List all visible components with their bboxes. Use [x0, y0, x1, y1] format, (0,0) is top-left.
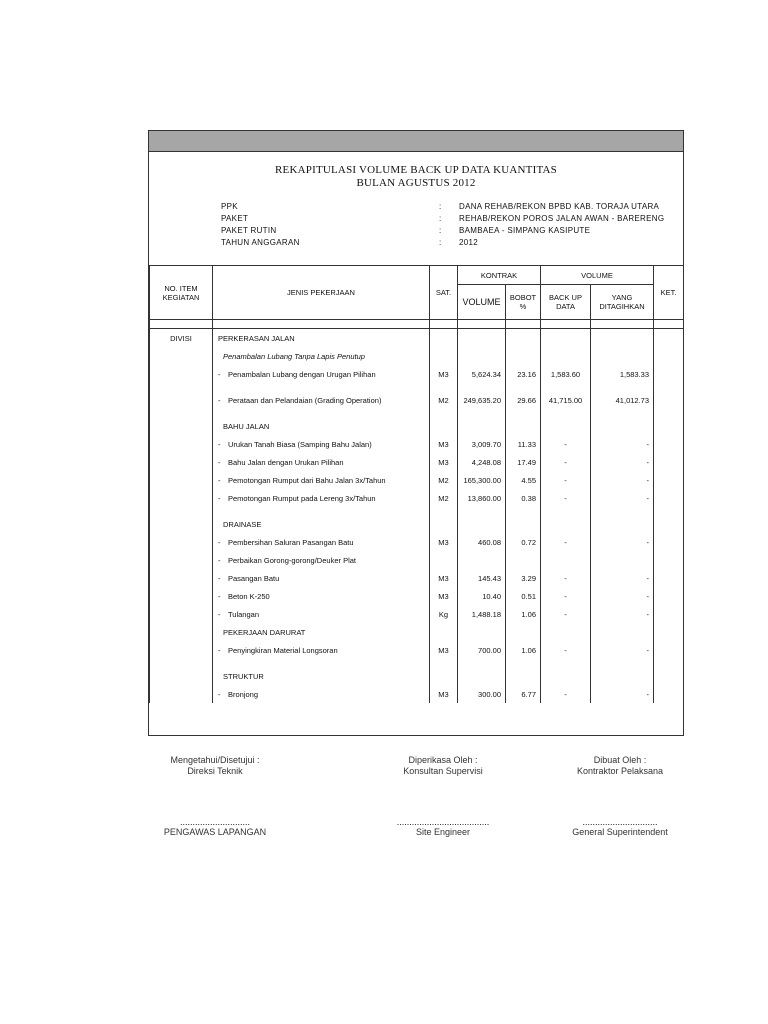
row-empty-cell [150, 365, 213, 383]
row-jenis-label: Perataan dan Pelandaian (Grading Operation) [228, 395, 382, 405]
row-empty-cell [150, 435, 213, 453]
row-empty-cell [506, 623, 541, 641]
row-empty-cell [541, 659, 591, 667]
row-jenis [213, 551, 430, 569]
row-ket [654, 453, 684, 471]
row-empty-cell [654, 623, 684, 641]
row-empty-cell [150, 417, 213, 435]
row-empty-cell [458, 659, 506, 667]
table-row [150, 489, 684, 507]
row-bullet: - [218, 537, 221, 547]
col-header-bobot-line1: BOBOT [509, 293, 537, 302]
table-body [150, 329, 684, 704]
row-empty-cell [506, 667, 541, 685]
row-empty-cell [541, 515, 591, 533]
row-backup-data: - [541, 587, 591, 605]
table-row [150, 471, 684, 489]
row-empty-cell [150, 515, 213, 533]
row-jenis-label: Penambalan Lubang dengan Urugan Pilihan [228, 369, 376, 379]
row-jenis [213, 435, 430, 453]
row-empty-cell [458, 409, 506, 417]
row-empty-cell [458, 417, 506, 435]
table-row [150, 623, 684, 641]
row-empty-cell [591, 383, 654, 391]
info-value: DANA REHAB/REKON BPBD KAB. TORAJA UTARA [459, 202, 660, 211]
row-ditagihkan [591, 551, 654, 569]
row-sat: M3 [430, 435, 458, 453]
row-jenis [213, 641, 430, 659]
row-sat: M3 [430, 587, 458, 605]
row-ditagihkan: - [591, 533, 654, 551]
row-empty-cell [150, 623, 213, 641]
row-ditagihkan: - [591, 471, 654, 489]
row-empty-cell [150, 685, 213, 703]
col-header-kontrak: KONTRAK [458, 266, 541, 285]
row-empty-cell [150, 569, 213, 587]
row-volume-kontrak: 13,860.00 [458, 489, 506, 507]
row-ditagihkan: - [591, 435, 654, 453]
row-volume-kontrak: 10.40 [458, 587, 506, 605]
row-bobot: 0.38 [506, 489, 541, 507]
row-empty-cell [506, 409, 541, 417]
info-colon: : [439, 238, 442, 247]
row-volume-kontrak: 460.08 [458, 533, 506, 551]
row-empty-cell [213, 507, 430, 515]
row-subheading: BAHU JALAN [213, 417, 430, 435]
signature-role-1: Mengetahui/Disetujui : [170, 755, 260, 765]
row-subheading: STRUKTUR [213, 667, 430, 685]
row-ket [654, 551, 684, 569]
row-empty-cell [591, 659, 654, 667]
row-volume-kontrak: 1,488.18 [458, 605, 506, 623]
row-sat: M3 [430, 533, 458, 551]
row-backup-data: - [541, 453, 591, 471]
row-jenis-label: Tulangan [228, 609, 259, 619]
row-empty-cell [430, 623, 458, 641]
table-spacer [150, 320, 684, 329]
row-empty-cell [506, 347, 541, 365]
row-ket [654, 365, 684, 383]
col-header-bobot-line2: % [519, 302, 527, 311]
row-ditagihkan: - [591, 641, 654, 659]
row-empty-cell [150, 409, 213, 417]
row-empty-cell [541, 623, 591, 641]
row-sat: M2 [430, 489, 458, 507]
row-ditagihkan: - [591, 685, 654, 703]
row-jenis-label: Pembersihan Saluran Pasangan Batu [228, 537, 354, 547]
row-volume-kontrak: 249,635.20 [458, 391, 506, 409]
row-bullet: - [218, 439, 221, 449]
row-empty-cell [591, 409, 654, 417]
row-empty-cell [591, 417, 654, 435]
row-empty-cell [430, 515, 458, 533]
col-header-backup-line2: DATA [556, 302, 575, 311]
row-jenis [213, 471, 430, 489]
row-empty-cell [430, 347, 458, 365]
row-sat: M3 [430, 641, 458, 659]
signature-org-2: Konsultan Supervisi [403, 766, 483, 776]
row-sat: M3 [430, 685, 458, 703]
row-jenis-label: Bahu Jalan dengan Urukan Pilihan [228, 457, 344, 467]
row-empty-cell [458, 347, 506, 365]
row-bobot: 0.72 [506, 533, 541, 551]
table-row [150, 569, 684, 587]
row-jenis-label: Perbaikan Gorong-gorong/Deuker Plat [228, 555, 356, 565]
row-empty-cell [506, 659, 541, 667]
row-empty-cell [591, 623, 654, 641]
row-bullet: - [218, 645, 221, 655]
row-empty-cell [430, 329, 458, 348]
row-backup-data: - [541, 605, 591, 623]
row-empty-cell [150, 347, 213, 365]
row-jenis-label: Urukan Tanah Biasa (Samping Bahu Jalan) [228, 439, 372, 449]
col-header-backup-line1: BACK UP [549, 293, 582, 302]
row-volume-kontrak: 165,300.00 [458, 471, 506, 489]
row-empty-cell [591, 347, 654, 365]
row-empty-cell [654, 659, 684, 667]
info-colon: : [439, 202, 442, 211]
info-key: PAKET [221, 214, 249, 223]
table-header-row-1 [150, 266, 684, 285]
info-key: PAKET RUTIN [221, 226, 277, 235]
row-empty-cell [213, 383, 430, 391]
row-backup-data [541, 551, 591, 569]
row-empty-cell [213, 659, 430, 667]
recap-document [148, 130, 684, 736]
row-backup-data: - [541, 489, 591, 507]
document-title: REKAPITULASI VOLUME BACK UP DATA KUANTITAS [275, 164, 557, 176]
document-subtitle: BULAN AGUSTUS 2012 [356, 177, 476, 189]
row-ditagihkan: - [591, 587, 654, 605]
row-empty-cell [150, 667, 213, 685]
signature-line-2: ..................................... [396, 817, 490, 827]
col-header-bobot [506, 285, 541, 320]
row-bullet: - [218, 573, 221, 583]
row-backup-data: 1,583.60 [541, 365, 591, 383]
row-empty-cell [541, 409, 591, 417]
row-ket [654, 569, 684, 587]
row-sat [430, 551, 458, 569]
table-row [150, 685, 684, 703]
table-row [150, 641, 684, 659]
row-ditagihkan: - [591, 605, 654, 623]
col-header-jenis: JENIS PEKERJAAN [213, 266, 430, 320]
row-ditagihkan: - [591, 569, 654, 587]
signature-line-3: .............................. [582, 817, 658, 827]
row-empty-cell [591, 329, 654, 348]
row-empty-cell [430, 409, 458, 417]
row-empty-cell [654, 329, 684, 348]
table-spacer [150, 409, 684, 417]
row-backup-data: - [541, 435, 591, 453]
row-empty-cell [458, 329, 506, 348]
row-ket [654, 587, 684, 605]
col-header-tagih-line2: DITAGIHKAN [599, 302, 645, 311]
row-empty-cell [506, 383, 541, 391]
row-bobot: 6.77 [506, 685, 541, 703]
row-sat: M2 [430, 471, 458, 489]
row-empty-cell [458, 623, 506, 641]
row-empty-cell [430, 507, 458, 515]
col-header-no-item-line2: KEGIATAN [162, 292, 200, 302]
table-spacer [150, 383, 684, 391]
row-ket [654, 471, 684, 489]
row-empty-cell [541, 417, 591, 435]
row-jenis-label: Beton K-250 [228, 591, 270, 601]
row-bullet: - [218, 555, 221, 565]
signature-role-3: Dibuat Oleh : [593, 755, 647, 765]
col-header-tagih [591, 285, 654, 320]
row-empty-cell [458, 383, 506, 391]
row-bobot: 23.16 [506, 365, 541, 383]
col-header-tagih-line1: YANG [611, 293, 633, 302]
row-backup-data: - [541, 569, 591, 587]
row-empty-cell [506, 417, 541, 435]
row-empty-cell [654, 409, 684, 417]
table-row [150, 515, 684, 533]
row-empty-cell [541, 383, 591, 391]
row-backup-data: - [541, 641, 591, 659]
row-empty-cell [150, 507, 213, 515]
row-empty-cell [541, 329, 591, 348]
row-empty-cell [591, 507, 654, 515]
row-jenis-label: Pasangan Batu [228, 573, 280, 583]
row-empty-cell [591, 515, 654, 533]
info-key: PPK [221, 202, 238, 211]
row-volume-kontrak: 700.00 [458, 641, 506, 659]
row-bobot: 29.66 [506, 391, 541, 409]
signature-role-2: Diperikasa Oleh : [408, 755, 478, 765]
row-empty-cell [506, 515, 541, 533]
row-empty-cell [654, 383, 684, 391]
signature-name-2: Site Engineer [415, 827, 471, 837]
row-bobot: 1.06 [506, 605, 541, 623]
row-jenis [213, 587, 430, 605]
row-empty-cell [430, 383, 458, 391]
row-jenis [213, 391, 430, 409]
signature-org-3: Kontraktor Pelaksana [576, 766, 664, 776]
info-key: TAHUN ANGGARAN [221, 238, 300, 247]
table-row [150, 391, 684, 409]
row-jenis [213, 365, 430, 383]
row-volume-kontrak: 300.00 [458, 685, 506, 703]
row-bobot: 11.33 [506, 435, 541, 453]
signature-name-3: General Superintendent [572, 827, 668, 837]
row-empty-cell [150, 383, 213, 391]
row-empty-cell [654, 347, 684, 365]
row-jenis-label: Bronjong [228, 689, 259, 699]
row-empty-cell [430, 667, 458, 685]
row-empty-cell [654, 417, 684, 435]
row-bullet: - [218, 591, 221, 601]
row-bobot: 17.49 [506, 453, 541, 471]
row-ket [654, 435, 684, 453]
row-sat: M2 [430, 391, 458, 409]
row-bobot: 4.55 [506, 471, 541, 489]
row-empty-cell [541, 347, 591, 365]
col-header-ket: KET. [654, 266, 684, 320]
row-bullet: - [218, 369, 221, 379]
row-empty-cell [654, 507, 684, 515]
col-header-no-item [150, 266, 213, 320]
col-header-no-item-line1: NO. ITEM [164, 283, 198, 293]
row-jenis-label: Pemotongan Rumput dari Bahu Jalan 3x/Tahun [228, 475, 386, 485]
row-empty-cell [458, 507, 506, 515]
row-bullet: - [218, 609, 221, 619]
table-row [150, 605, 684, 623]
row-empty-cell [150, 659, 213, 667]
row-ditagihkan: - [591, 453, 654, 471]
info-value: 2012 [459, 238, 478, 247]
row-backup-data: - [541, 471, 591, 489]
info-colon: : [439, 214, 442, 223]
table-row [150, 365, 684, 383]
row-ket [654, 605, 684, 623]
row-empty-cell [654, 515, 684, 533]
row-bobot: 3.29 [506, 569, 541, 587]
row-ket [654, 641, 684, 659]
row-ket [654, 685, 684, 703]
row-empty-cell [506, 507, 541, 515]
col-header-backup [541, 285, 591, 320]
row-backup-data: - [541, 685, 591, 703]
row-sat: M3 [430, 569, 458, 587]
row-empty-cell [150, 453, 213, 471]
row-jenis-label: Penyingkiran Material Longsoran [228, 645, 338, 655]
row-empty-cell [150, 391, 213, 409]
table-spacer [150, 507, 684, 515]
row-empty-cell [541, 507, 591, 515]
row-volume-kontrak: 145.43 [458, 569, 506, 587]
row-empty-cell [458, 515, 506, 533]
row-subheading: PEKERJAAN DARURAT [213, 623, 430, 641]
row-empty-cell [430, 659, 458, 667]
row-sat: M3 [430, 453, 458, 471]
row-empty-cell [150, 489, 213, 507]
row-empty-cell [591, 667, 654, 685]
row-ket [654, 391, 684, 409]
row-jenis [213, 569, 430, 587]
info-value: BAMBAEA - SIMPANG KASIPUTE [459, 226, 591, 235]
row-sat: M3 [430, 365, 458, 383]
row-ditagihkan: 1,583.33 [591, 365, 654, 383]
signature-org-1: Direksi Teknik [187, 766, 243, 776]
row-empty-cell [150, 471, 213, 489]
signature-name-1: PENGAWAS LAPANGAN [163, 827, 267, 837]
row-bullet: - [218, 689, 221, 699]
row-no-item: DIVISI [150, 329, 213, 348]
table-row [150, 435, 684, 453]
row-volume-kontrak: 5,624.34 [458, 365, 506, 383]
info-value: REHAB/REKON POROS JALAN AWAN - BARERENG [459, 214, 665, 223]
row-jenis: PERKERASAN JALAN [213, 329, 430, 348]
row-bobot [506, 551, 541, 569]
table-row [150, 551, 684, 569]
row-subheading: Penambalan Lubang Tanpa Lapis Penutup [213, 347, 430, 365]
table-row [150, 417, 684, 435]
table-row [150, 667, 684, 685]
row-volume-kontrak: 3,009.70 [458, 435, 506, 453]
row-bobot: 0.51 [506, 587, 541, 605]
row-empty-cell [541, 667, 591, 685]
row-bullet: - [218, 395, 221, 405]
col-header-volume-kontrak: VOLUME [458, 285, 506, 320]
row-bobot: 1.06 [506, 641, 541, 659]
row-empty-cell [458, 667, 506, 685]
row-jenis [213, 605, 430, 623]
table-spacer [150, 659, 684, 667]
table-row [150, 453, 684, 471]
header-bar [149, 131, 683, 152]
row-empty-cell [150, 605, 213, 623]
row-empty-cell [150, 587, 213, 605]
row-volume-kontrak: 4,248.08 [458, 453, 506, 471]
row-jenis [213, 685, 430, 703]
table-row [150, 347, 684, 365]
info-colon: : [439, 226, 442, 235]
volume-table [149, 265, 684, 703]
row-ditagihkan: 41,012.73 [591, 391, 654, 409]
row-jenis [213, 453, 430, 471]
row-ket [654, 533, 684, 551]
row-jenis [213, 533, 430, 551]
signature-line-1: ............................ [179, 817, 250, 827]
row-backup-data: - [541, 533, 591, 551]
table-row [150, 329, 684, 348]
col-header-sat: SAT. [430, 266, 458, 320]
row-subheading: DRAINASE [213, 515, 430, 533]
col-header-volume: VOLUME [541, 266, 654, 285]
row-jenis-label: Pemotongan Rumput pada Lereng 3x/Tahun [228, 493, 376, 503]
row-empty-cell [506, 329, 541, 348]
table-row [150, 587, 684, 605]
row-empty-cell [150, 533, 213, 551]
row-sat: Kg [430, 605, 458, 623]
table-row [150, 533, 684, 551]
row-jenis [213, 489, 430, 507]
row-empty-cell [213, 409, 430, 417]
row-empty-cell [150, 551, 213, 569]
row-bullet: - [218, 457, 221, 467]
row-bullet: - [218, 493, 221, 503]
row-volume-kontrak [458, 551, 506, 569]
row-backup-data: 41,715.00 [541, 391, 591, 409]
row-ket [654, 489, 684, 507]
row-empty-cell [654, 667, 684, 685]
row-bullet: - [218, 475, 221, 485]
row-empty-cell [430, 417, 458, 435]
row-ditagihkan: - [591, 489, 654, 507]
row-empty-cell [150, 641, 213, 659]
